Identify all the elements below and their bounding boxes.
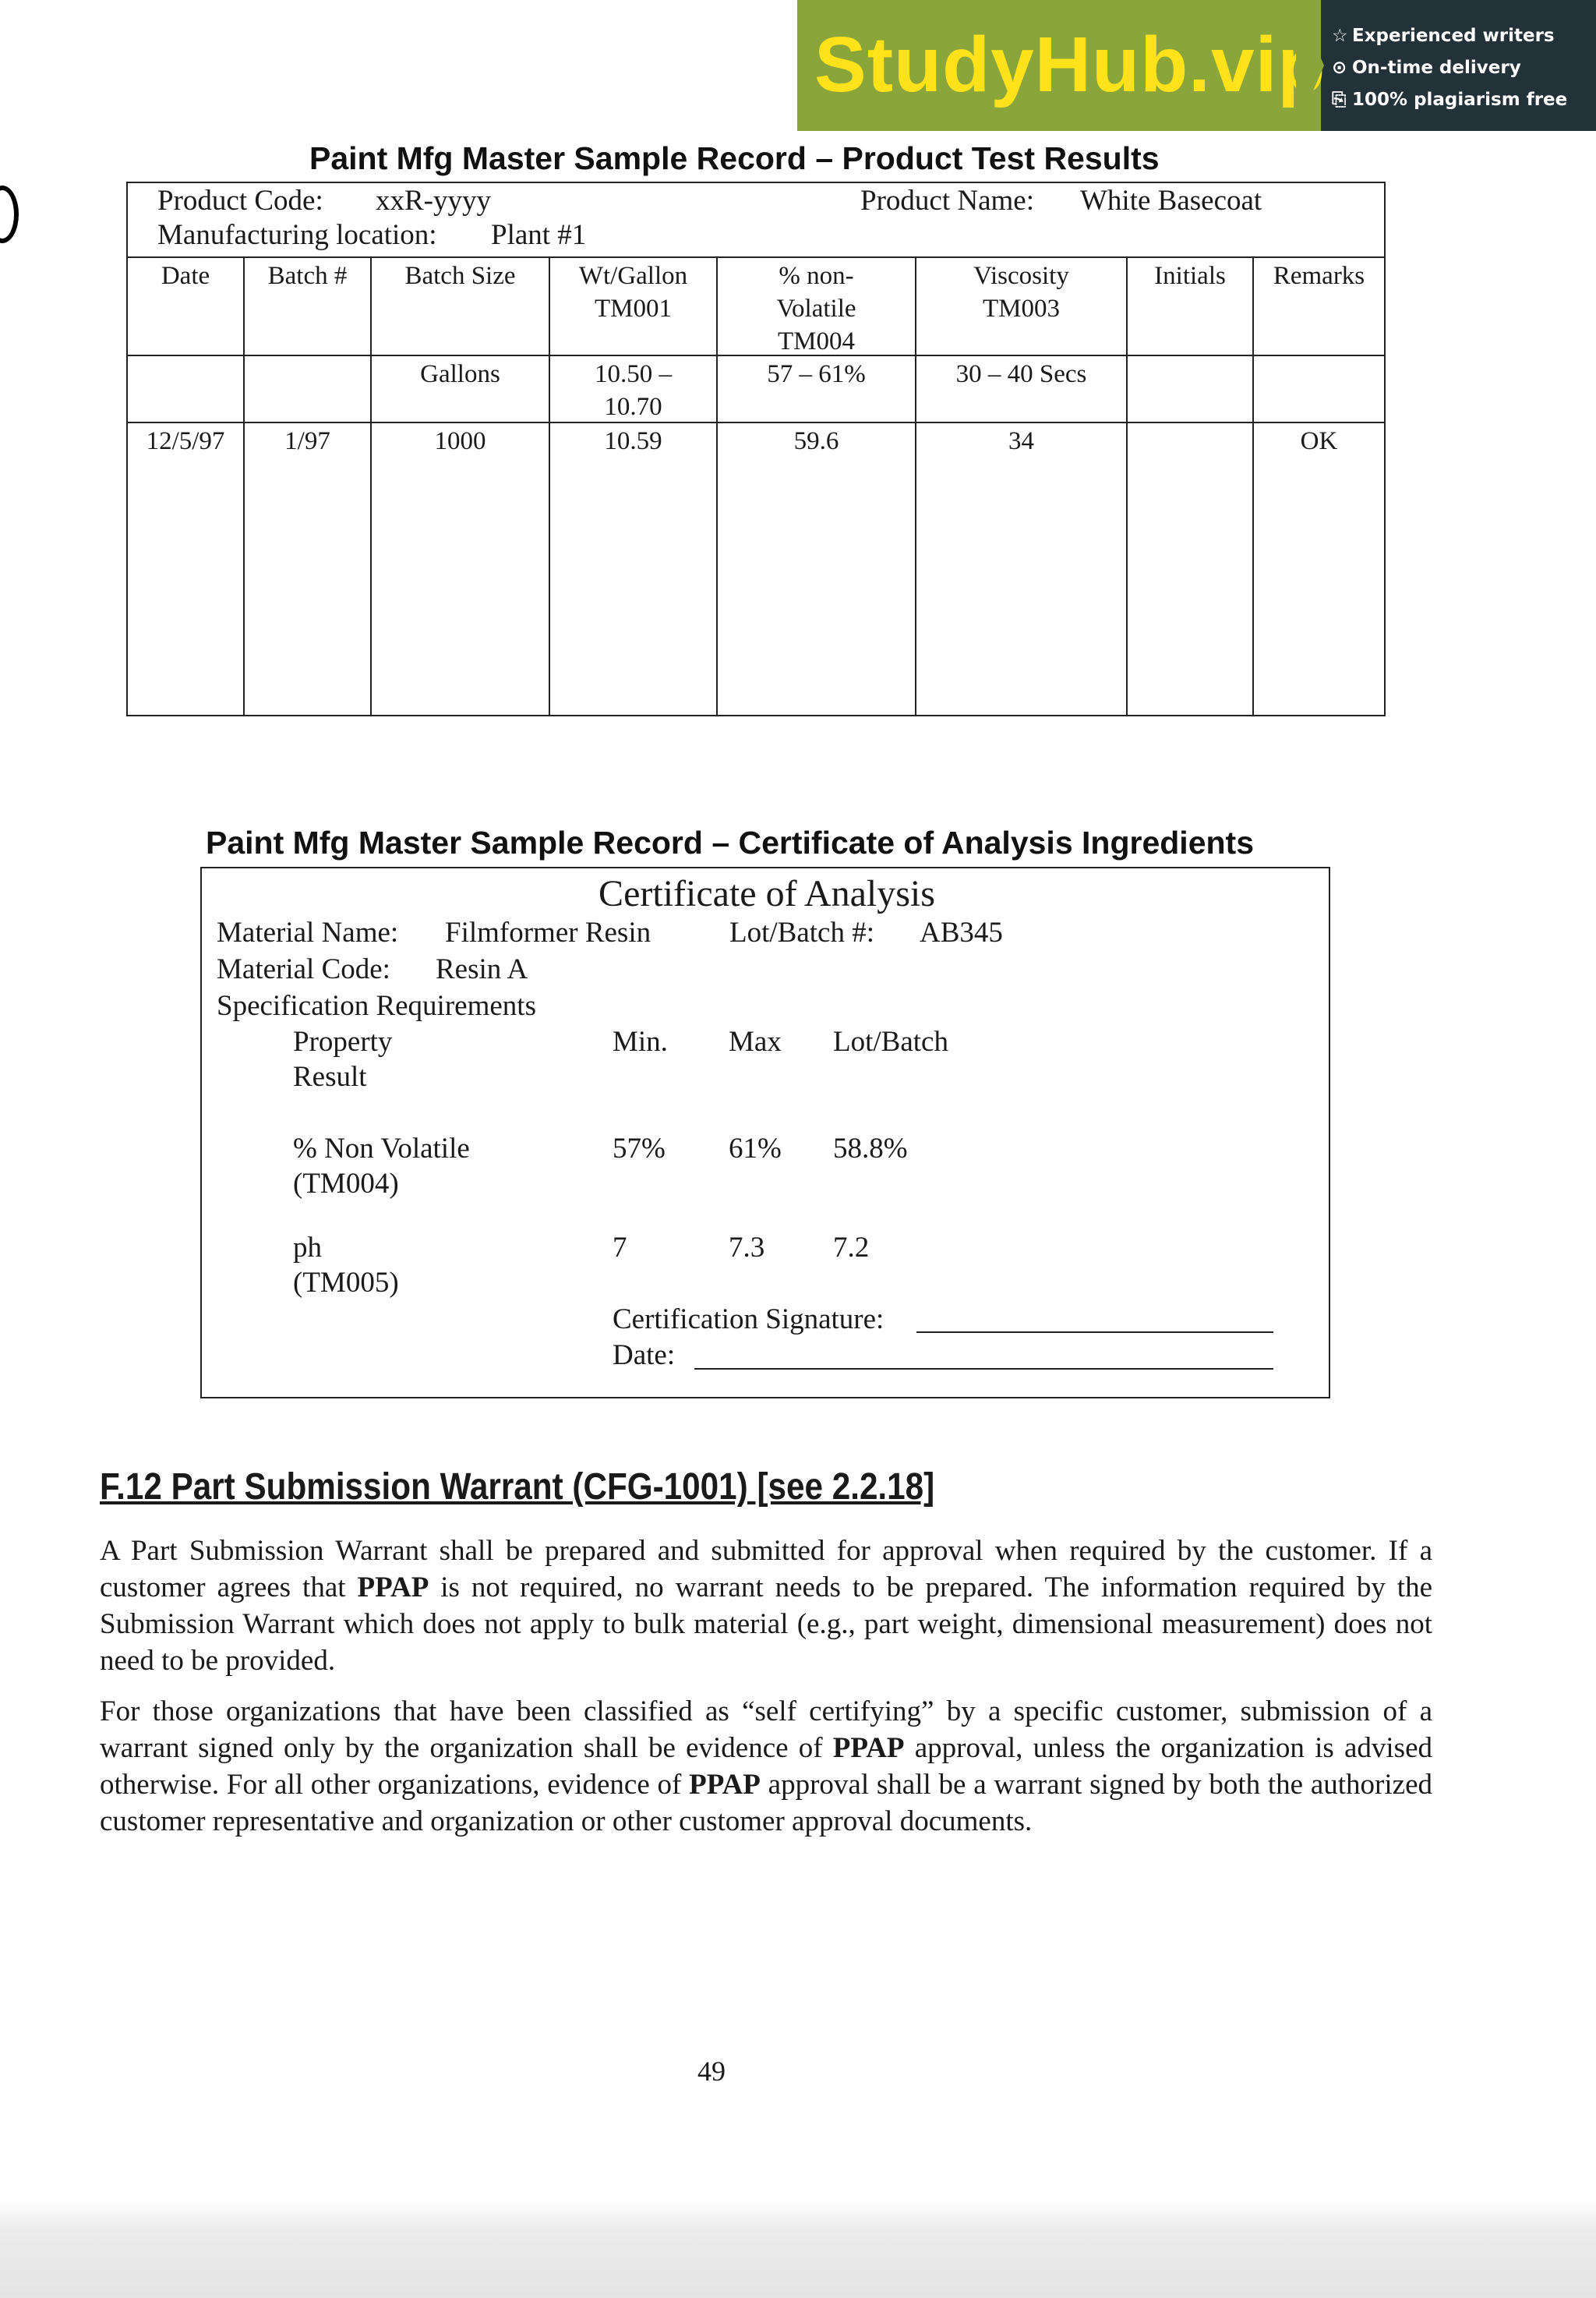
banner-feature: ⊙ On-time delivery (1332, 52, 1567, 84)
col-divider (243, 256, 245, 715)
certificate-heading: Certificate of Analysis (598, 873, 935, 914)
header-date: Date (161, 262, 210, 290)
material-code-label: Material Code: (217, 953, 390, 985)
certificate-of-analysis (200, 867, 1330, 1398)
banner-feature: ⎘ 100% plagiarism free (1332, 84, 1567, 116)
signature-line[interactable] (916, 1331, 1273, 1333)
item-min: 57% (613, 1133, 666, 1165)
col-max: Max (729, 1026, 782, 1058)
header-initials: Initials (1154, 262, 1226, 290)
scan-edge-mark (0, 186, 19, 243)
product-code-value: xxR-yyyy (376, 185, 491, 217)
header-non-volatile: % non- Volatile TM004 (776, 262, 856, 355)
row-date: 12/5/97 (146, 427, 225, 455)
product-name-value: White Basecoat (1080, 185, 1262, 217)
col-divider (1126, 256, 1128, 715)
lot-value: AB345 (920, 917, 1003, 949)
spec-batch-size: Gallons (420, 360, 500, 388)
clock-icon: ⊙ (1332, 58, 1347, 78)
header-remarks: Remarks (1273, 262, 1365, 290)
page-number: 49 (697, 2056, 726, 2087)
date-label: Date: (613, 1339, 676, 1371)
location-value: Plant #1 (491, 219, 587, 251)
lot-label: Lot/Batch #: (729, 917, 874, 949)
row-remarks: OK (1300, 427, 1338, 455)
col-divider (549, 256, 550, 715)
col-min: Min. (613, 1026, 668, 1058)
banner-feature-list (1332, 20, 1567, 116)
col-property: Property (293, 1026, 393, 1058)
product-code-label: Product Code: (157, 185, 323, 217)
spec-viscosity: 30 – 40 Secs (955, 360, 1087, 388)
material-name-label: Material Name: (217, 917, 399, 949)
spec-wt-gallon: 10.50 – 10.70 (595, 360, 672, 421)
studyhub-logo[interactable]: StudyHub.vip (814, 21, 1326, 108)
material-code-value: Resin A (436, 953, 528, 985)
material-name-value: Filmformer Resin (445, 917, 651, 949)
paragraph-warrant-preparation: A Part Submission Warrant shall be prepared and submitted for approval when required by the customer. If a customer agrees that PPAP is not required, no warrant needs to be prepared. The information required by the Submission Warrant which does not apply to bulk material (e.g., part weight, dimensional measurement) does not need to be provided. (100, 1535, 1433, 1677)
item-max: 7.3 (729, 1232, 765, 1264)
item-property: ph (293, 1232, 322, 1264)
paragraph-self-certifying: For those organizations that have been classified as “self certifying” by a specific customer, submission of a warrant signed only by the organization shall be evidence of PPAP approval, unless the organization is advised otherwise. For all other organizations, evidence of PPAP approval shall be a warrant signed by both the authorized customer representative and organization or other customer approval documents. (100, 1695, 1433, 1837)
col-divider (370, 256, 372, 715)
row-wt-gallon: 10.59 (604, 427, 662, 455)
header-batch-size: Batch Size (404, 262, 516, 290)
item-method: (TM005) (293, 1267, 399, 1299)
header-batch: Batch # (267, 262, 348, 290)
col-divider (915, 256, 916, 715)
date-line[interactable] (694, 1368, 1273, 1370)
col-result: Result (293, 1061, 367, 1093)
row-viscosity: 34 (1008, 427, 1034, 455)
spec-requirements-label: Specification Requirements (217, 990, 536, 1022)
row-non-volatile: 59.6 (793, 427, 839, 455)
item-result: 7.2 (833, 1232, 870, 1264)
section-heading-f12: F.12 Part Submission Warrant (CFG-1001) [see 2.2.18] (100, 1466, 935, 1508)
item-result: 58.8% (833, 1133, 908, 1165)
location-label: Manufacturing location: (157, 219, 437, 251)
col-divider (1252, 256, 1254, 715)
banner-feature: ☆ Experienced writers (1332, 20, 1567, 52)
row-batch: 1/97 (284, 427, 330, 455)
spec-non-volatile: 57 – 61% (767, 360, 866, 388)
star-icon: ☆ (1332, 26, 1348, 46)
studyhub-banner[interactable] (797, 0, 1596, 131)
product-test-results-title: Paint Mfg Master Sample Record – Product Test Results (309, 140, 1160, 176)
header-wt-gallon: Wt/Gallon TM001 (578, 262, 688, 323)
item-method: (TM004) (293, 1168, 399, 1200)
banner-logo-panel (797, 0, 1326, 131)
copy-icon: ⎘ (1332, 90, 1347, 110)
item-max: 61% (729, 1133, 782, 1165)
row-divider (128, 256, 1384, 258)
row-batch-size: 1000 (434, 427, 486, 455)
row-divider (128, 422, 1384, 423)
banner-arrow (1296, 0, 1324, 131)
product-name-label: Product Name: (860, 185, 1034, 217)
product-test-results-table (126, 182, 1386, 716)
item-property: % Non Volatile (293, 1133, 470, 1165)
col-lot-batch: Lot/Batch (833, 1026, 948, 1058)
scan-bottom-edge (0, 2200, 1596, 2298)
certificate-record-title: Paint Mfg Master Sample Record – Certificate of Analysis Ingredients (206, 825, 1254, 861)
header-viscosity: Viscosity TM003 (973, 262, 1069, 323)
signature-label: Certification Signature: (613, 1303, 885, 1335)
item-min: 7 (613, 1232, 627, 1264)
